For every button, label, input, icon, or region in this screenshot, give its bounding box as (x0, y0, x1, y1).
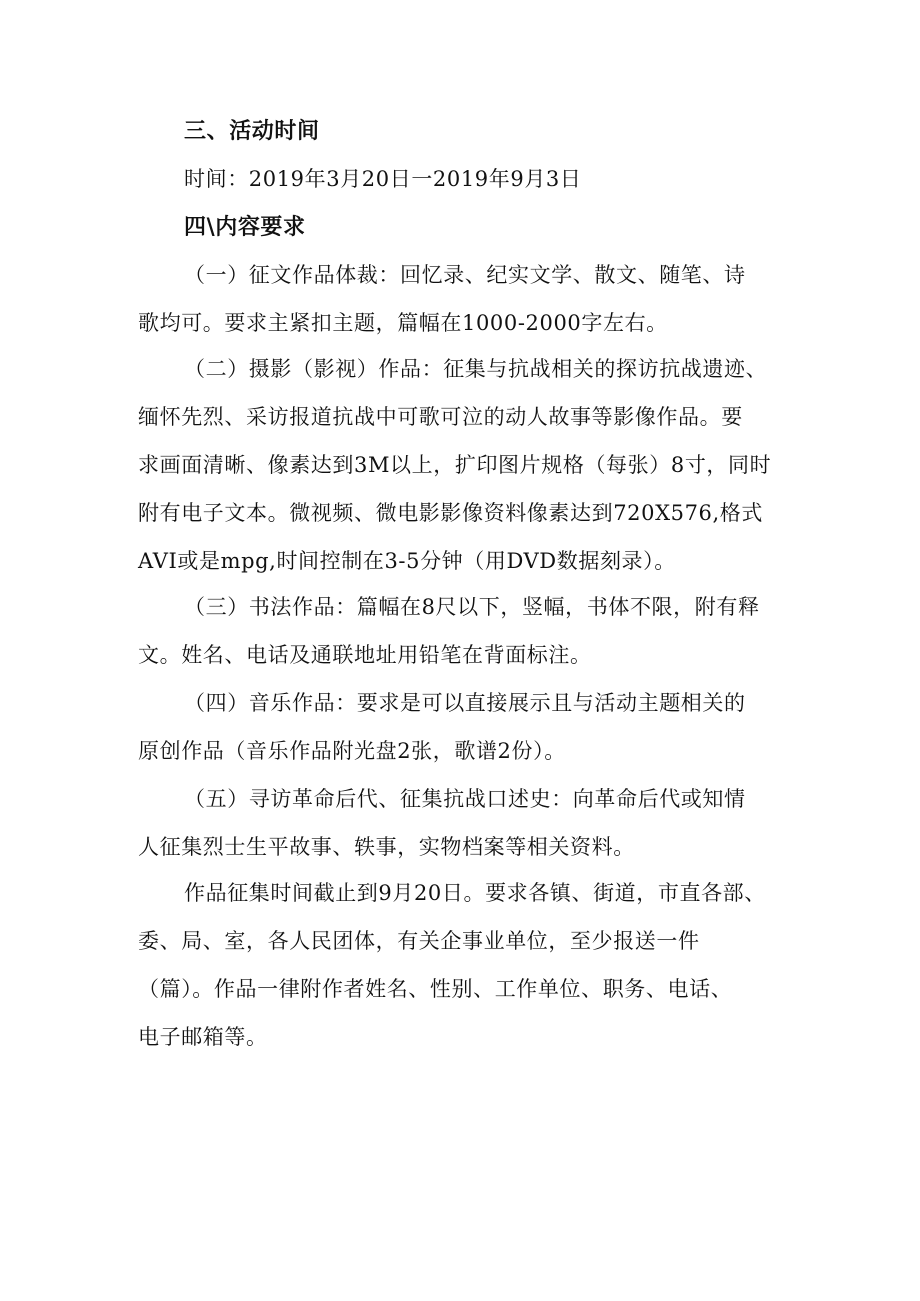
paragraph-line: 人征集烈士生平故事、轶事，实物档案等相关资料。 (138, 835, 635, 859)
section-heading-content-requirements: 四\内容要求 (184, 214, 306, 240)
paragraph-essay (138, 251, 793, 347)
paragraph-oral-history (138, 775, 793, 871)
section-heading-activity-time: 三、活动时间 (184, 118, 320, 144)
paragraph-submission-deadline (138, 869, 793, 1061)
paragraph-line: 作品征集时间截止到9月20日。要求各镇、街道，市直各部、 (184, 881, 766, 905)
paragraph-photography (138, 345, 793, 585)
paragraph-line: （三）书法作品：篇幅在8尺以下，竖幅，书体不限，附有释 (184, 595, 760, 619)
paragraph-line: 电子邮箱等。 (138, 1025, 268, 1049)
paragraph-line: （四）音乐作品：要求是可以直接展示且与活动主题相关的 (184, 691, 746, 715)
paragraph-line: 缅怀先烈、采访报道抗战中可歌可泣的动人故事等影像作品。要 (138, 405, 743, 429)
paragraph-line: 文。姓名、电话及通联地址用铅笔在背面标注。 (138, 643, 592, 667)
paragraph-line: 委、局、室，各人民团体，有关企事业单位，至少报送一件 (138, 929, 700, 953)
activity-time-text: 时间：2019年3月20日一2019年9月3日 (184, 167, 582, 191)
paragraph-line: AVI或是mpg,时间控制在3-5分钟（用DVD数据刻录）。 (138, 549, 676, 573)
paragraph-line: （五）寻访革命后代、征集抗战口述史：向革命后代或知情 (184, 787, 746, 811)
paragraph-line: 附有电子文本。微视频、微电影影像资料像素达到720X576,格式 (138, 501, 763, 525)
paragraph-line: 求画面清晰、像素达到3M以上，扩印图片规格（每张）8寸，同时 (138, 453, 772, 477)
paragraph-line: （一）征文作品体裁：回忆录、纪实文学、散文、随笔、诗 (184, 263, 746, 287)
section-4 (138, 203, 793, 251)
paragraph-calligraphy (138, 583, 793, 679)
paragraph-line: （篇）。作品一律附作者姓名、性别、工作单位、职务、电话、 (138, 977, 733, 1001)
paragraph-line: （二）摄影（影视）作品：征集与抗战相关的探访抗战遗迹、 (184, 357, 768, 381)
paragraph-music (138, 679, 793, 775)
section-3 (138, 107, 793, 203)
paragraph-line: 原创作品（音乐作品附光盘2张，歌谱2份）。 (138, 739, 566, 763)
paragraph-line: 歌均可。要求主紧扣主题，篇幅在1000-2000字左右。 (138, 311, 668, 335)
